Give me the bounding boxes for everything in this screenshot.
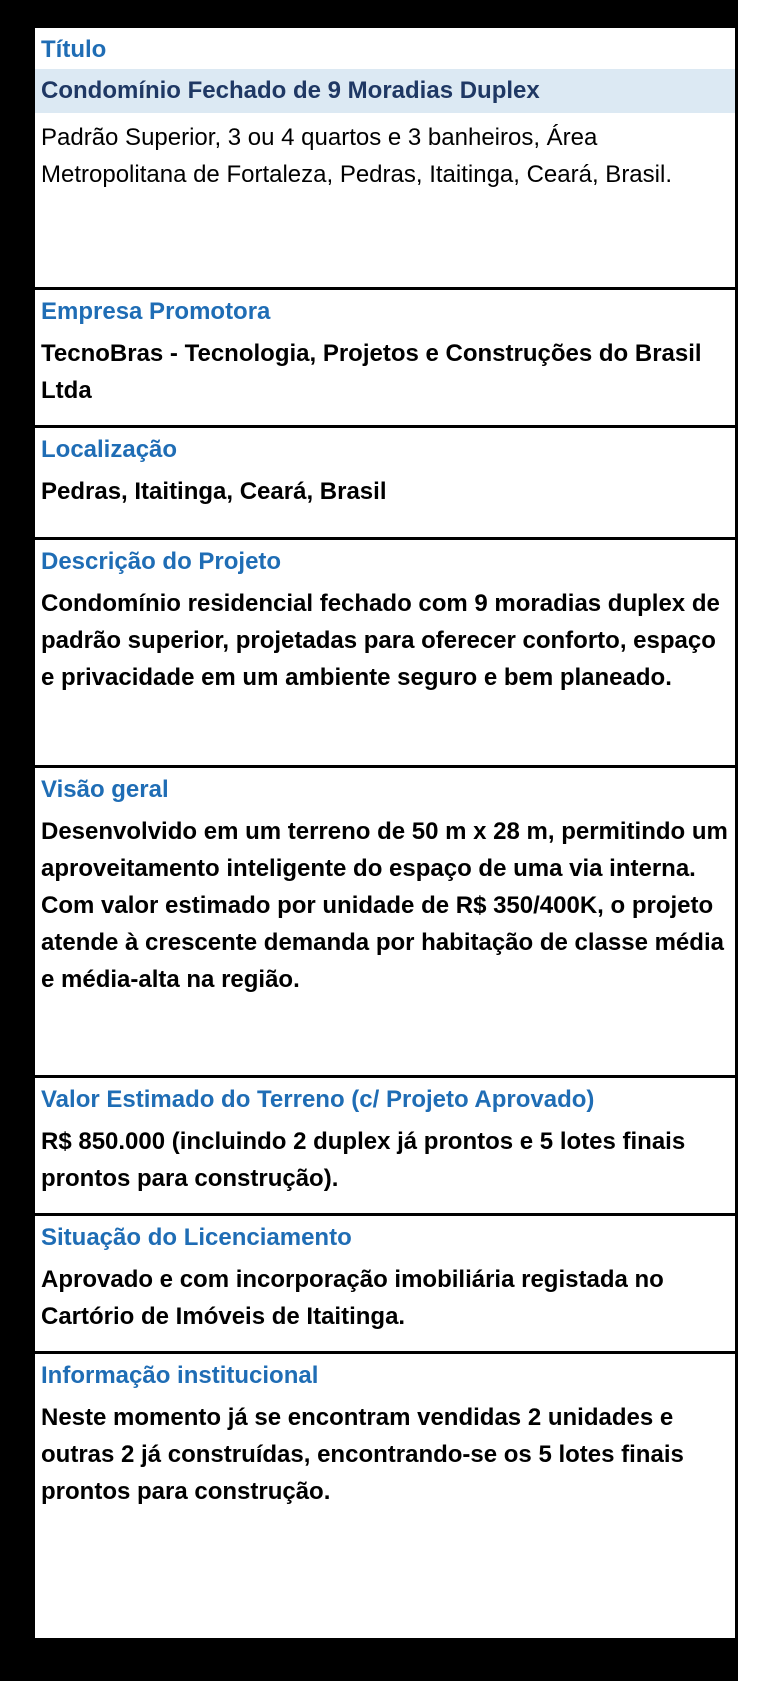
- section-label: Visão geral: [41, 776, 169, 803]
- section-empresa: [35, 290, 735, 428]
- section-licenciamento: [35, 1216, 735, 1354]
- section-localizacao: [35, 428, 735, 540]
- section-text: Condomínio residencial fechado com 9 moradias duplex de padrão superior, projetadas para oferecer conforto, espaço e privacidade em um ambiente seguro e bem planeado.: [41, 590, 720, 691]
- section-label: Localização: [41, 436, 178, 463]
- section-label: Empresa Promotora: [41, 298, 271, 325]
- section-label: Título: [41, 36, 107, 63]
- section-institucional: [35, 1354, 735, 1638]
- section-valor: [35, 1078, 735, 1216]
- section-visao: [35, 768, 735, 1078]
- section-titulo: [35, 28, 735, 290]
- section-text: Aprovado e com incorporação imobiliária registada no Cartório de Imóveis de Itaitinga.: [41, 1266, 664, 1330]
- section-text: Desenvolvido em um terreno de 50 m x 28 m, permitindo um aproveitamento inteligente do espaço de uma via interna. Com valor estimado por unidade de R$ 350/400K, o projeto atende à crescente demanda por habitação de classe média e média-alta na região.: [41, 818, 728, 993]
- info-sheet: [35, 28, 735, 1638]
- section-label: Descrição do Projeto: [41, 548, 282, 575]
- project-title: Condomínio Fechado de 9 Moradias Duplex: [35, 69, 735, 113]
- section-label: Situação do Licenciamento: [41, 1224, 352, 1251]
- section-text: Pedras, Itaitinga, Ceará, Brasil: [41, 478, 387, 505]
- section-label: Valor Estimado do Terreno (c/ Projeto Aprovado): [41, 1086, 595, 1113]
- section-text: R$ 850.000 (incluindo 2 duplex já prontos e 5 lotes finais prontos para construção).: [41, 1128, 686, 1192]
- section-label: Informação institucional: [41, 1362, 319, 1389]
- section-text: TecnoBras - Tecnologia, Projetos e Construções do Brasil Ltda: [41, 340, 702, 404]
- section-text: Neste momento já se encontram vendidas 2 unidades e outras 2 já construídas, encontrando-se os 5 lotes finais prontos para construção.: [41, 1404, 684, 1505]
- section-descricao: [35, 540, 735, 768]
- section-text: Padrão Superior, 3 ou 4 quartos e 3 banheiros, Área Metropolitana de Fortaleza, Pedras, Itaitinga, Ceará, Brasil.: [41, 124, 672, 188]
